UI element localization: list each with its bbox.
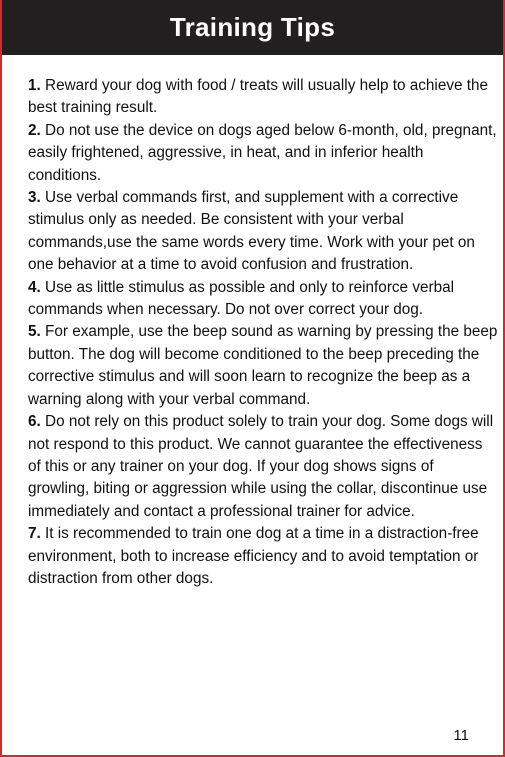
tip-number: 1. (28, 77, 41, 94)
tip-1 (28, 75, 498, 120)
tip-text: It is recommended to train one dog at a time in a distraction-free environment, both to increase efficiency and to avoid temptation or distraction from other dogs. (28, 525, 479, 587)
tip-number: 3. (28, 189, 41, 207)
tip-number: 2. (28, 121, 41, 139)
tip-number: 7. (28, 525, 41, 543)
tip-3 (28, 187, 498, 277)
tip-7 (28, 523, 498, 590)
tip-2 (28, 120, 498, 187)
tip-text: For example, use the beep sound as warning by pressing the beep button. The dog will become conditioned to the beep preceding the corrective stimulus and will soon learn to recognize the beep as a warning along with your verbal command. (28, 323, 498, 408)
tip-text: Use as little stimulus as possible and only to reinforce verbal commands when necessary. Do not over correct your dog. (28, 278, 454, 319)
tip-6 (28, 411, 498, 523)
tip-number: 5. (28, 323, 41, 341)
tips-list (28, 75, 498, 590)
tip-text: Do not use the device on dogs aged below 6-month, old, pregnant, easily frightened, aggressive, in heat, and in inferior health conditions. (28, 121, 497, 184)
page-title: Training Tips (169, 12, 336, 42)
tip-text: Reward your dog with food / treats will usually help to achieve the best training result. (28, 77, 489, 117)
tip-text: Do not rely on this product solely to train your dog. Some dogs will not respond to this product. We cannot guarantee the effectiveness of this or any trainer on your dog. If your dog shows signs of growling, biting or aggression while using the collar, discontinue use immediately and contact a professional trainer for advice. (28, 413, 494, 520)
tip-number: 4. (28, 278, 41, 296)
tip-number: 6. (28, 413, 41, 431)
tip-5 (28, 321, 498, 411)
page-header (2, 0, 503, 55)
page-number: 11 (453, 727, 469, 744)
tip-text: Use verbal commands first, and supplement with a corrective stimulus only as needed. Be consistent with your verbal commands,use the same words every time. Work with your pet on one behavior at a time to avoid confusion and frustration. (28, 189, 475, 274)
tip-4 (28, 277, 498, 322)
